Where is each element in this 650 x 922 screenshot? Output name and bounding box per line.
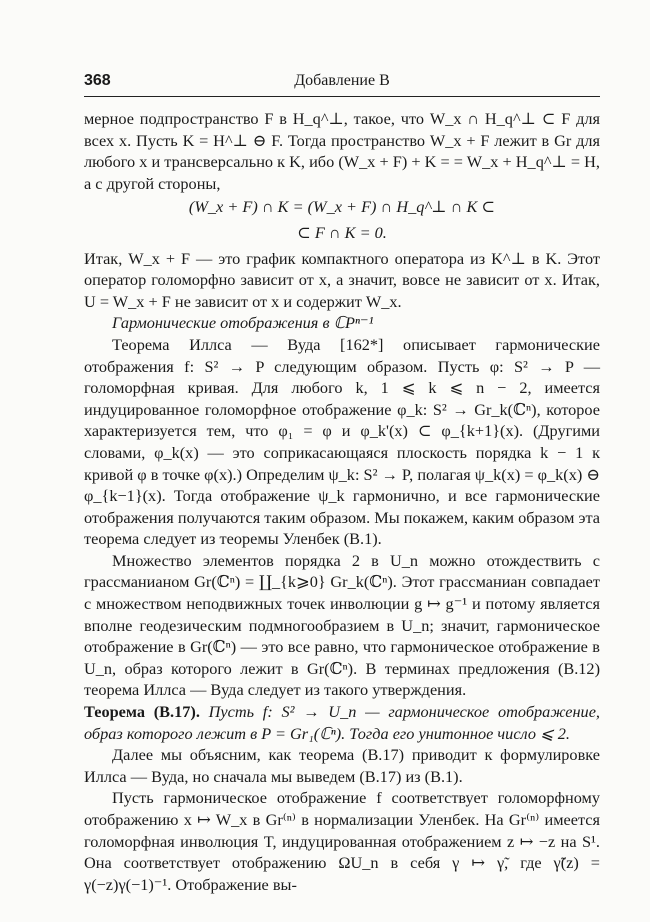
paragraph-conclusion: Итак, W_x + F — это график компактного оператора из K^⊥ в K. Этот оператор голоморфно зависит от x, а значит, вовсе не зависит от x. Итак, U = W_x + F не зависит от x и содержит W_x. [84, 248, 600, 311]
paragraph-continuation: мерное подпространство F в H_q^⊥, такое, что W_x ∩ H_q^⊥ ⊂ F для всех x. Пусть K = H^⊥ ⊖ F. Тогда пространство W_x + F лежит в Gr для любого x и трансверсально к K, ибо (W_x + F) + K = = W_x + H_q^⊥ = H, а с другой стороны, [84, 109, 600, 193]
page-number: 368 [84, 72, 111, 89]
page-body [84, 108, 600, 895]
paragraph-proof-start: Пусть гармоническое отображение f соответствует голоморфному отображению x ↦ W_x в Gr⁽ⁿ⁾ в нормализации Уленбек. На Gr⁽ⁿ⁾ имеется голоморфная инволюция T, индуцированная отображением z ↦ −z на S¹. Она соответствует отображению ΩU_n в себя γ ↦ γ̃, где γ̃(z) = γ(−z)γ(−1)⁻¹. Отображение вы- [84, 788, 600, 894]
page-header [84, 72, 600, 94]
header-rule [84, 96, 600, 97]
theorem-label: Теорема (В.17). [84, 702, 200, 722]
display-formula-line-1: (W_x + F) ∩ K = (W_x + F) ∩ H_q^⊥ ∩ K ⊂ [188, 197, 496, 217]
theorem-b17 [84, 701, 600, 744]
theorem-statement: Пусть f: S² → U_n — гармоническое отображение, образ которого лежит в P = Gr₁(ℂⁿ). Тогда его унитонное число ⩽ 2. [84, 702, 600, 743]
running-title: Добавление В [294, 72, 390, 89]
paragraph-eells-wood: Теорема Иллса — Вуда [162*] описывает гармонические отображения f: S² → P следующим образом. Пусть φ: S² → P — голоморфная кривая. Для любого k, 1 ⩽ k ⩽ n − 2, имеется индуцированное голоморфное отображение φ_k: S² → Gr_k(ℂⁿ), которое характеризуется тем, что φ₁ = φ и φ_k'(x) ⊂ φ_{k+1}(x). (Другими словами, φ_k(x) — это соприкасающаяся плоскость порядка k − 1 к кривой φ в точке φ(x).) Определим ψ_k: S² → P, полагая ψ_k(x) = φ_k(x) ⊖ φ_{k−1}(x). Тогда отображение ψ_k гармонично, и все гармонические отображения получаются таким образом. Мы покажем, каким образом эта теорема следует из теоремы Уленбек (B.1). [84, 334, 600, 549]
paragraph-grassmannian: Множество элементов порядка 2 в U_n можно отождествить с грассманианом Gr(ℂⁿ) = ∐_{k⩾0} Gr_k(ℂⁿ). Этот грассманиан совпадает с множеством неподвижных точек инволюции g ↦ g⁻¹ и потому является вполне геодезическим подмногообразием в U_n; значит, гармоническое отображение в Gr(ℂⁿ) — это все равно, что гармоническое отображение в U_n, образ которого лежит в Gr(ℂⁿ). В терминах предложения (B.12) теорема Иллса — Вуда следует из такого утверждения. [84, 550, 600, 700]
display-formula-line-2: ⊂ F ∩ K = 0. [297, 222, 387, 242]
section-heading: Гармонические отображения в ℂPⁿ⁻¹ [112, 313, 374, 333]
paragraph-explanation: Далее мы объясним, как теорема (В.17) приводит к формулировке Иллса — Вуда, но сначала мы выведем (В.17) из (В.1). [84, 745, 600, 786]
